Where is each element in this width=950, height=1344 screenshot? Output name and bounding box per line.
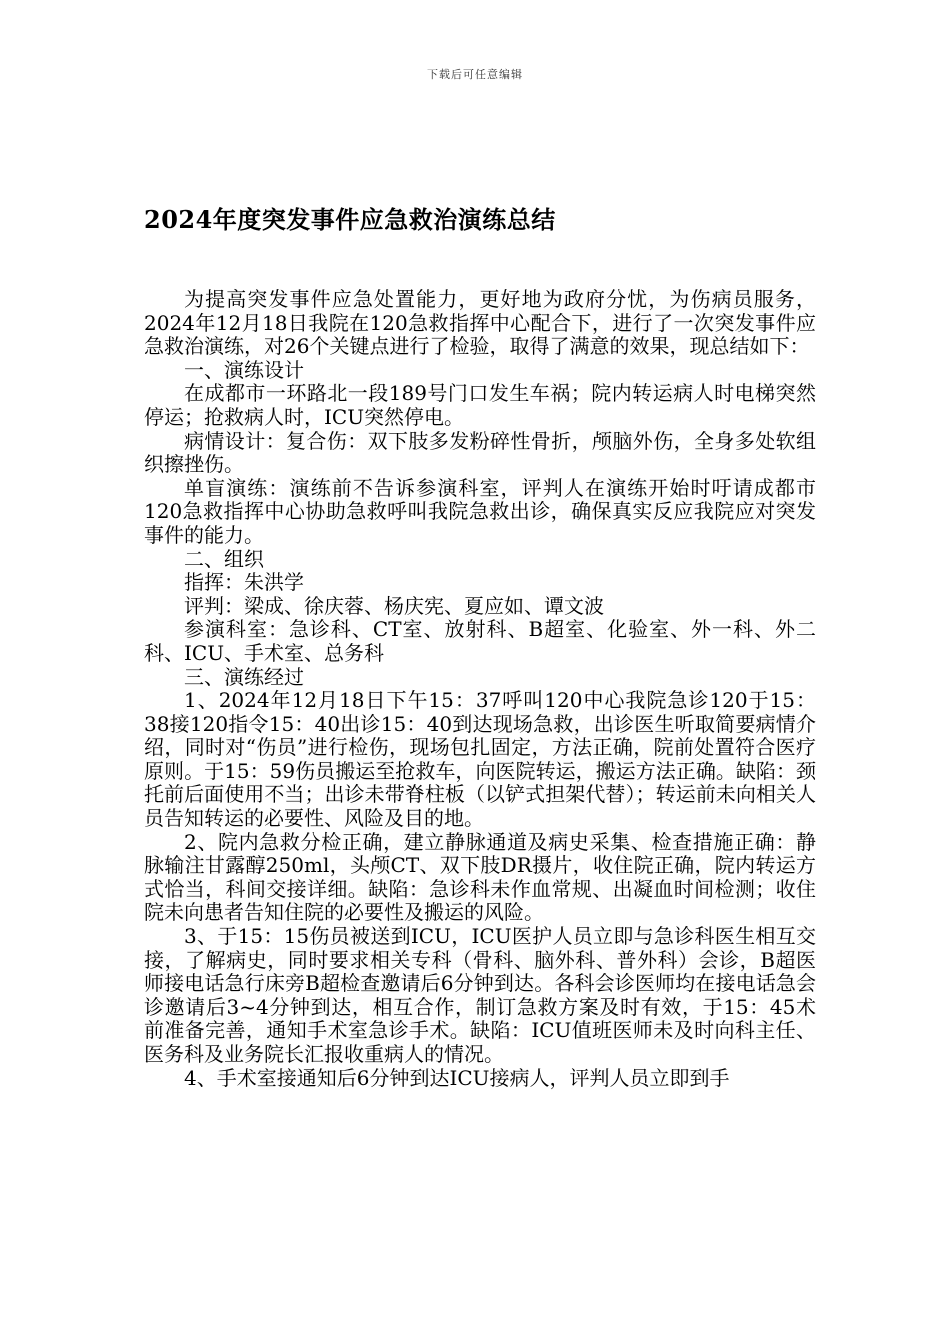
paragraph-step-2: 2、院内急救分检正确，建立静脉通道及病史采集、检查措施正确：静脉输注甘露醇250ml，头颅CT、双下肢DR摄片，收住院正确，院内转运方式恰当，科间交接详细。缺陷：急诊科未作血常规、出凝血时间检测；收住院未向患者告知住院的必要性及搬运的风险。: [144, 829, 816, 925]
paragraph-scenario: 在成都市一环路北一段189号门口发生车祸；院内转运病人时电梯突然停运；抢救病人时，ICU突然停电。: [144, 381, 816, 429]
paragraph-condition-design: 病情设计：复合伤：双下肢多发粉碎性骨折，颅脑外伤，全身多处软组织擦挫伤。: [144, 428, 816, 477]
header-note: 下载后可任意编辑: [427, 68, 523, 81]
paragraph-step-3: 3、于15：15伤员被送到ICU，ICU医护人员立即与急诊科医生相互交接，了解病史，同时要求相关专科（骨科、脑外科、普外科）会诊，B超医师接电话急行床旁B超检查邀请后6分钟到达。各科会诊医师均在接电话急会诊邀请后3~4分钟到达，相互合作，制订急救方案及时有效，于15：45术前准备完善，通知手术室急诊手术。缺陷：ICU值班医师未及时向科主任、医务科及业务院长汇报收重病人的情况。: [144, 924, 816, 1066]
section-heading-process: 三、演练经过: [184, 664, 304, 689]
section-heading-organization: 二、组织: [184, 546, 264, 571]
paragraph-departments: 参演科室：急诊科、CT室、放射科、B超室、化验室、外一科、外二科、ICU、手术室、总务科: [144, 617, 816, 665]
paragraph-blind-drill: 单盲演练：演练前不告诉参演科室，评判人在演练开始时吁请成都市120急救指挥中心协助急救呼叫我院急救出诊，确保真实反应我院应对突发事件的能力。: [144, 475, 816, 547]
document-title: 2024年度突发事件应急救治演练总结: [144, 205, 556, 234]
section-heading-drill-design: 一、演练设计: [184, 357, 304, 382]
paragraph-step-1: 1、2024年12月18日下午15：37呼叫120中心我院急诊120于15：38接120指令15：40出诊15：40到达现场急救，出诊医生听取简要病情介绍，同时对“伤员”进行检伤，现场包扎固定，方法正确，院前处置符合医疗原则。于15：59伤员搬运至抢救车，向医院转运，搬运方法正确。缺陷：颈托前后面使用不当；出诊未带脊柱板（以铲式担架代替）；转运前未向相关人员告知转运的必要性、风险及目的地。: [144, 688, 816, 831]
paragraph-step-4: 4、手术室接通知后6分钟到达ICU接病人，评判人员立即到手: [184, 1065, 730, 1090]
paragraph-commander: 指挥：朱洪学: [184, 570, 304, 595]
paragraph-intro: 为提高突发事件应急处置能力，更好地为政府分忧，为伤病员服务，2024年12月18日我院在120急救指挥中心配合下，进行了一次突发事件应急救治演练，对26个关键点进行了检验，取得了满意的效果，现总结如下：: [144, 287, 816, 359]
document-body: [144, 288, 816, 1090]
paragraph-judges: 评判：梁成、徐庆蓉、杨庆宪、夏应如、谭文波: [184, 593, 604, 618]
